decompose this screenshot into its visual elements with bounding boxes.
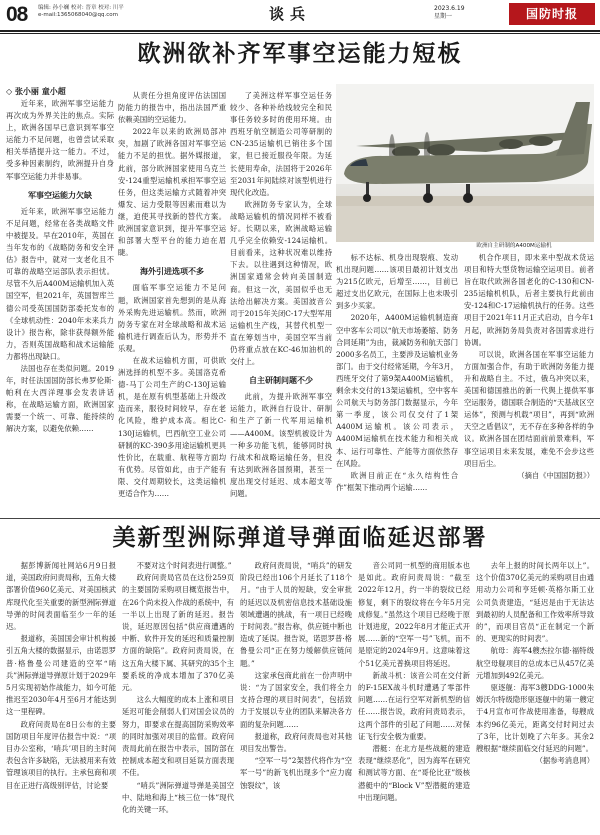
article1-paragraph: 欧洲防务专家认为，全球战略运输机的情况同样不被看好。长期以来，欧洲战略运输几乎完全依赖安-124运输机。目前看来，这种状况难以维持下去。以往遇到这种情况，欧洲国家通常会转向美国制造商。但这一次，美国似乎也无法给出解决方案。美国波音公司于2015年关闭C-17大型军用运输机生产线，其替代机型一直在筹划当中，美国空军当前仍将重点放在KC-46加油机的交付上。	[230, 199, 332, 367]
article2-column-1	[6, 560, 116, 830]
article2-paragraph: 政府问责局在8日公布的主要国防项目年度评估报告中说：“项目办公室称，‘哨兵’项目的主时间表包含许多缺陷，无法被用来有效管理该项目的执行。主承包商和项目在正进行高级别评估，讨论要	[6, 719, 116, 790]
article1-column-5	[464, 252, 594, 516]
article1-paragraph: 机合作项目，即未来中型战术货运项目和特大型货物运输空运项目。前者旨在取代欧洲各国老化的C-130和CN-235运输机机队，后者主要执行此前由安-124和C-17运输机执行的任务。这些项目于2021年11月正式启动，自今年1月起，欧洲防务局负责对各国需求进行协调。	[464, 253, 594, 347]
article1-subheading: 军事空运能力欠缺	[28, 190, 92, 200]
article1-paragraph: 2022年以来的欧洲局部冲突，加剧了欧洲各国对军事空运能力不足的担忧。据外媒报道，此前，部分欧洲国家使用乌克兰安-124重型运输机承担军事空运任务，但这类运输方式随着冲突爆发、运力受限等因素而难以为继，迫使其寻找新的替代方案。欧洲国家意识到，提升军事空运和部署大型平台的能力迫在眉睫。	[118, 127, 226, 258]
article-divider	[0, 518, 600, 519]
article2-paragraph: 潜艇：在北方是些战艇的建造表现“继续恶化”，因为海军在研究和测试等方面、在“哥伦比亚”级核潜艇中的“Block V”型潜艇的建造中出现问题。	[358, 744, 470, 802]
article1-byline: ◇ 张小丽 童小超	[6, 87, 66, 96]
article1-paragraph: 法国也存在类似问题。2019年，时任法国国防部长弗罗伦斯·帕利在大西洋理事会发表讲话称，在战略运输方面，欧洲国家需要一个统一、可靠、能持续的解决方案，以避免依赖……	[6, 363, 114, 434]
photo-caption: 欧洲自主研制的A400M运输机	[476, 243, 552, 249]
article1-column-4	[336, 252, 458, 516]
article2-column-2	[122, 560, 234, 830]
article2-paragraph: 驱逐舰：海军3艘DDG-1000朱姆沃尔特级隐形驱逐舰中的第一艘定于4月宣布可作战使用准备，每艘成本约96亿美元，距离交付时间过去了3年，比计划晚了六年多。其余2艘根据“继续面临交付延迟的问题”。	[476, 683, 594, 754]
issue-date: 2023.6.19	[434, 5, 465, 12]
article2-paragraph: 政府问责局官员在这份259页的主要国防采购项目概览报告中，在26个尚未投入作战的系统中，有一半以上出现了新的延迟。报告说，延迟原因包括“供应商遭遇的中断、软件开发的延迟和质量控制方面的缺陷”。政府问责局说，在这五角大楼下属、其研究的35个主要系统的净成本增加了370亿美元。	[122, 573, 234, 693]
article1-headline: 欧洲欲补齐军事空运能力短板	[137, 41, 463, 67]
article2-column-3	[240, 560, 352, 830]
article2-paragraph: 去年上报的时间长两年以上”。这个价值370亿美元的采购项目由通用动力公司和亨廷顿·英格尔斯工业公司负责建造，“延迟是由于无法达到最初的人员配备和工作效率所导致的”，而项目官员“正在制定一个新的、更现实的时间表”。	[476, 561, 594, 644]
article2-paragraph: 据彭博新闻社网站6月9日报道，美国政府问责局称，五角大楼部署价值960亿美元、对美国核武库现代化至关重要的新型洲际弹道导弹的时间表面临至少一年的延迟。	[6, 561, 116, 632]
article1-paragraph: 近年来，欧洲军事空运能力不足问题，经常在各类战略文件中被提及。早在2010年，英国在当年发布的《战略防务和安全评估》报告中，就对一支老化且不可靠的战略空运部队表示担忧。尽管不久后A400M运输机加入英国空军，但2021年，英国智库兰德公司受英国国防部委托发布的《全球机动性：2040年未来兵力设计》报告称，除非获得额外能力，否则英国战略和战术运输能力都将出现缺口。	[6, 206, 114, 361]
article2-paragraph: 报道称，政府问责局也对其他项目发出警告。	[240, 731, 352, 754]
editor-credits	[38, 5, 124, 19]
article1-paragraph: 了美洲这样军事空运任务较少、各种补给线较完全和民事任务较多时的使用环境。由西班牙航空制造公司等研制的CN-235运输机已销往多个国家，但已接近服役年限。为延长使用寿命，法国将于2026年至2031年间陆续对该型机进行现代化改造。	[230, 91, 332, 197]
editor-names: 编辑: 孙小斓 校对: 晋章 校对: 川平	[38, 5, 124, 11]
article2-paragraph: 航母：海军4艘杰拉尔德·福特级航空母舰项目的总成本已从457亿美元增加到492亿美元。	[476, 646, 594, 680]
article2-headline: 美新型洲际弹道导弹面临延迟部署	[112, 525, 488, 551]
newspaper-logo: 国防时报	[509, 3, 595, 25]
article1-paragraph: 近年来，欧洲军事空运能力再次成为外界关注的焦点。实际上，欧洲各国早已意识到军事空运能力不足问题，也曾尝试采取相关举措提升这一能力。不过，受多种因素制约，欧洲提升自身军事空运能力并非易事。	[6, 99, 114, 181]
article2-paragraph: “空军一号”2架替代将作为“空军一号”的新飞机出现多个“应力腐蚀裂纹”，该	[240, 756, 352, 790]
issue-weekday: 星期一	[434, 13, 453, 20]
article1-paragraph: 可以说，欧洲各国在军事空运能力方面加强合作，有助于欧洲防务能力提升和战略自主。不过，俄乌冲突以来，美国和德国推出的新一代舆上提供军事空运服务，德国联合制造的“天基战区空运体”，预测与机载“项目”，再到“欧洲天空之盾倡议”，无不存在多种各样的争议。欧洲各国在团结面前前景难料，军事空运项目未来发展，难免不会步这些项目后尘。	[464, 349, 594, 468]
masthead-rule	[0, 30, 600, 32]
article1-paragraph: 标不达标、机身出现裂痕、发动机出现问题……该项目最初计划支出为215亿欧元，后增至……，目前已超过支出亿欧元，在国际上也未吸引到多少买家。	[336, 253, 458, 311]
editor-email: e-mail:1365068040@qq.com	[38, 12, 118, 18]
article1-paragraph: 此前，为提升欧洲军事空运能力，欧洲自行设计、研制和生产了新一代军用运输机——A400M。该型机被设计为一种多功能飞机，能够同时执行战术和战略运输任务，但没有达到欧洲各国预期，甚至一度出现交付延迟、成本超支等问题。	[230, 392, 332, 498]
article1-paragraph: 欧洲目前正在“永久结构性合作”框架下推动两个运输……	[336, 470, 458, 492]
article1-column-2	[118, 90, 226, 516]
article1-paragraph: 面临军事空运能力不足问题，欧洲国家首先想到的是从海外采购先进运输机。然而，欧洲防务专家在对全球战略和战术运输机进行调查后认为，形势并不乐观。	[118, 283, 226, 353]
article2-column-5	[476, 560, 594, 830]
article1-column-3	[230, 90, 332, 516]
article2-paragraph: 这家承包商此前在一份声明中说：“为了国家安全，我们将全力支持合理的项目时间表”，包括致力于发展以专业的团队来解决各方面的复杂问题……	[240, 670, 352, 729]
article1-paragraph: 2020年，A400M运输机制造商空中客车公司以“航天市场萎缩、防务合同延期”为由，裁减防务和航天部门2000多名员工，主要涉及运输机业务部门。由于交付经常延期，今年3月，西班牙交付了第9架A400M运输机，剩余未交付的13架运输机，空中客车公司航天与防务部门数据显示，今年第一季度，该公司仅交付了1架A400M运输机。该公司表示，A400M运输机在技术能力和相关成本、运行可靠性、产能等方面依然存在风险。	[336, 313, 458, 468]
masthead-rule-thin	[0, 33, 600, 34]
article2-paragraph: 不要对这个时间表进行调整。”	[136, 561, 232, 570]
article2-paragraph: “哨兵”洲际弹道导弹是美国空中、陆地和海上“核三位一体”现代化的关键一环。	[122, 780, 234, 815]
page-number: 08	[6, 3, 28, 26]
article1-subheading: 自主研制问题不少	[249, 376, 313, 386]
date-info	[434, 5, 465, 21]
article2-credit: （据参考消息网）	[535, 756, 594, 766]
article1-paragraph: 在战术运输机方面，可供欧洲选择的机型不多。美国洛克希德-马丁公司生产的C-130J运输机，是在原有机型基础上升级改造而来，服役时间较早，存在老化风险，维护成本高。相比C-130J运输机，巴西航空工业公司研制的KC-390多用途运输机更具性价比，在载重、航程等方面均有优势。尽管如此，由于产能有限、交付周期较长，这类运输机更适合作为……	[118, 355, 226, 498]
article1-column-1	[6, 86, 114, 516]
article2-paragraph: 这么大幅度的成本上涨和项目延迟可能会削弱人们对国会议员的努力，即要求在提高国防采购效率的同时加强对项目的监督。政府问责局此前在报告中表示，国防部在控制成本超支和项目延误方面表现不佳。	[122, 695, 234, 778]
article1-credit: （摘自《中国国防报》）	[517, 470, 594, 480]
article2-column-4	[358, 560, 470, 830]
a400m-aircraft-photo	[336, 84, 594, 242]
article1-subheading: 海外引进选项不多	[140, 267, 204, 277]
article1-paragraph: 从责任分担角度评估法国国防能力的报告中，指出法国严重依赖美国的空运能力。	[118, 91, 226, 125]
article2-paragraph: 音公司同一机型的商用版本也是如此。政府问责局说：“截至2022年12月，约一半的裂纹已经修复，剩下的裂纹将在今年5月完成修复。”虽然这个项目已经晚于原计划进度，2022年8月才能正式开展……新的“空军一号”飞机，而不是原定的2024年9月。这意味着这个51亿美元普换项目将延迟。	[358, 561, 470, 668]
aircraft-illustration	[336, 84, 594, 242]
article2-paragraph: 新战斗机：该音公司在交付新的F-15EX战斗机时遭遇了零部件问题……在运行空军对新机型的信任……报告说，政府问责局表示，这两个部件的引起了问题……对保证飞行安全极为重要。	[358, 670, 470, 741]
section-title: 谈兵	[268, 5, 311, 23]
article2-paragraph: 政府问责局说，“哨兵”的研发阶段已经出106个月延长了118个月。“由于人员的短缺，安全审批的延迟以及机密信息技术基础设施领域遭遇的挑战，有一项日已经晚于时间表。”报告称，供应链中断也造成了延误。报告说，诺思罗普·格鲁曼公司“正在努力缓解供应链问题。”	[240, 561, 352, 668]
article2-paragraph: 报道称，美国国会审计机构援引五角大楼的数据显示，由诺思罗普·格鲁曼公司建造的空军“哨兵”洲际弹道导弹原计划于2029年5月实现初始作战能力，如今可能推迟至2030年4月至6月才能达到这一里程碑。	[6, 634, 116, 717]
